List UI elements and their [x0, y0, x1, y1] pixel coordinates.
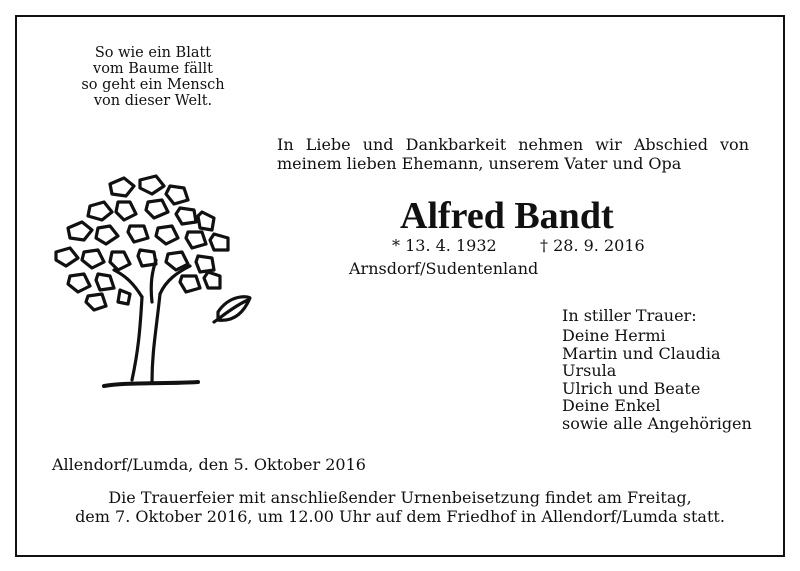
dateline: Allendorf/Lumda, den 5. Oktober 2016 — [52, 455, 366, 474]
birth-date: * 13. 4. 1932 — [392, 236, 497, 255]
mourner-name: sowie alle Angehörigen — [562, 413, 752, 433]
mourner-name: Deine Hermi — [562, 326, 666, 345]
tree-illustration — [48, 172, 258, 394]
poem — [58, 45, 248, 109]
mourner-name: Deine Enkel — [562, 396, 661, 415]
mourners-title: In stiller Trauer: — [562, 306, 697, 325]
funeral-line-2: dem 7. Oktober 2016, um 12.00 Uhr auf dem Friedhof in Allendorf/Lumda statt. — [75, 507, 725, 526]
poem-line: So wie ein Blatt — [94, 45, 212, 61]
deceased-name: Alfred Bandt — [400, 195, 614, 237]
birthplace: Arnsdorf/Sudentenland — [349, 259, 539, 278]
mourners-list — [562, 327, 752, 432]
death-date: † 28. 9. 2016 — [540, 236, 645, 255]
funeral-notice — [30, 488, 770, 526]
intro-text — [277, 135, 749, 173]
mourner-name: Martin und Claudia — [562, 343, 721, 363]
intro-line-1: In Liebe und Dankbarkeit nehmen wir Abschied von — [277, 135, 749, 154]
poem-line: so geht ein Mensch — [81, 77, 225, 93]
mourner-name: Ulrich und Beate — [562, 378, 701, 398]
mourner-name: Ursula — [562, 361, 617, 380]
poem-line: vom Baume fällt — [93, 61, 213, 77]
poem-line: von dieser Welt. — [93, 93, 213, 109]
falling-leaf-icon — [214, 297, 250, 322]
funeral-line-1: Die Trauerfeier mit anschließender Urnenbeisetzung findet am Freitag, — [108, 488, 692, 507]
intro-line-2: meinem lieben Ehemann, unserem Vater und Opa — [277, 154, 682, 173]
